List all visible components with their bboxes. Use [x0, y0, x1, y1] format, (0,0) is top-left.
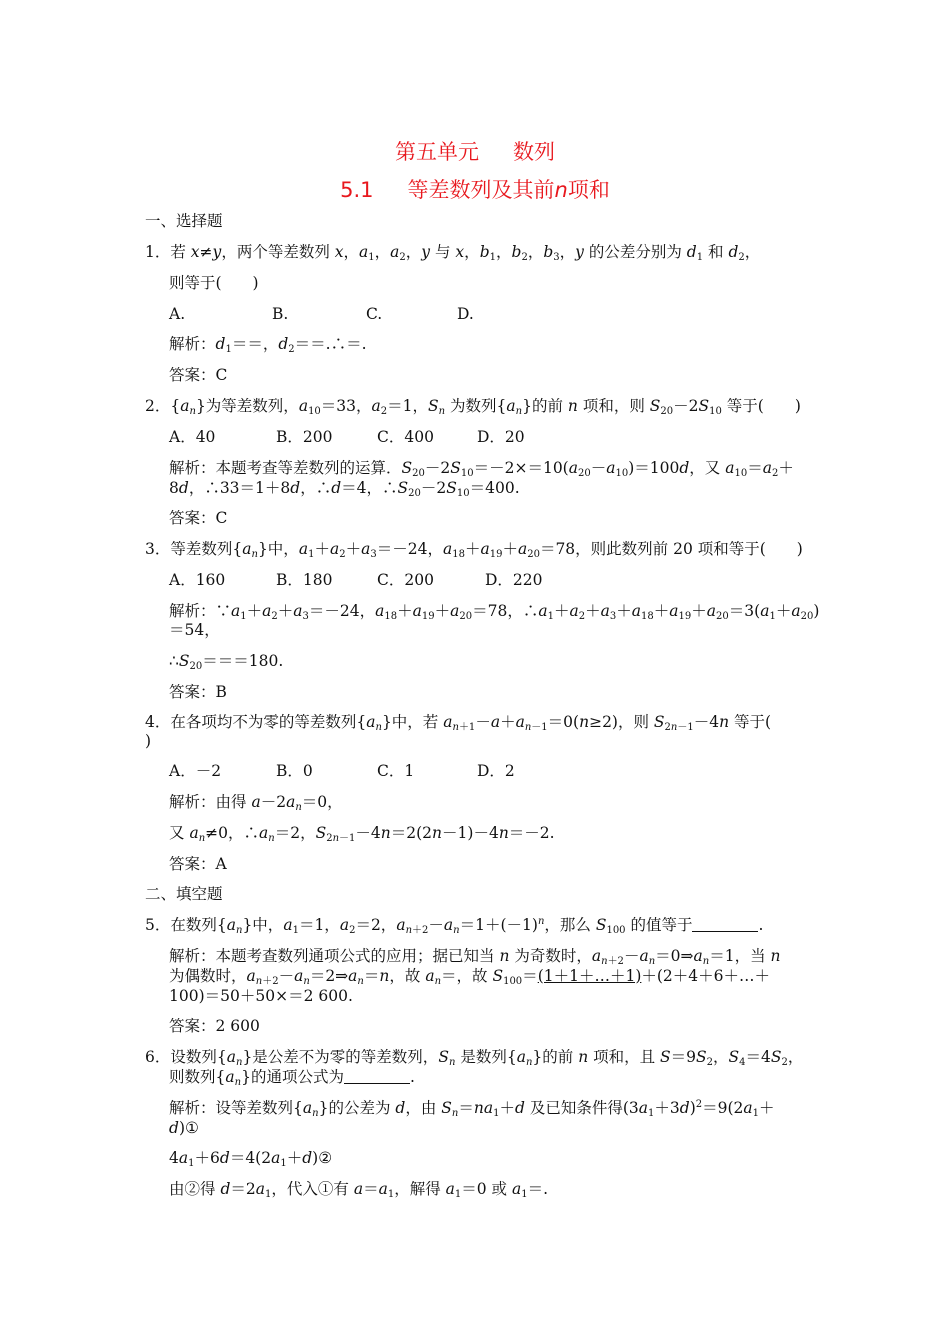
q6-solution-cont: d)① [169, 1119, 199, 1137]
q4-solution-cont: 又 $a_n\ne 0$，$\therefore a_n=2$，$S_{2n-1}-4n=2(2n-1)-4n=-2$. [169, 824, 555, 844]
q6-solution-cont3: 由②得 $d=2a_1$，代入①有 $a=a_1$，解得 $a_1=0$ 或 $a_1=$. [169, 1180, 549, 1200]
q3-options: A．160 B．180 C．200 D．220 [169, 571, 543, 589]
q2-answer: 答案：C [169, 509, 228, 527]
q1-answer: 答案：C [169, 366, 228, 384]
question-6: 6．设数列$\{a_n\}$是公差不为零的等差数列，$S_n$ 是数列$\{a_n\}$的前 n 项和，且 $S=9S_2$，$S_4=4S_2$， [145, 1048, 804, 1068]
q5-solution-cont: 为偶数时，$a_{n+2}-a_n=2\Rightarrow a_n=n$，故 $a_n=$，故 $S_{100}=(1+1+\dots+1)+(2+4+6+\dots+$ [169, 967, 771, 987]
heading-fill: 二、填空题 [145, 885, 223, 903]
q4-solution: 解析：由得 $a-2a_n=0$， [169, 793, 343, 813]
q2-solution-cont: 8d，∴33＝1＋8d，∴d＝4，$\therefore S_{20}-2S_{10}=400$. [169, 479, 520, 499]
q5-solution-cont2: 100)＝50＋50×＝2 600. [169, 987, 353, 1005]
q6-solution: 解析：设等差数列$\{a_n\}$的公差为 d，由 $S_n=na_1+d$ 及已知条件得$(3a_1+3d)^2=9(2a_1+$ [169, 1099, 775, 1119]
q2-solution: 解析：本题考查等差数列的运算．$S_{20}-2S_{10}=-2\times=10(a_{20}-a_{10})=100d$，又 $a_{10}=a_2+$ [169, 459, 794, 479]
question-4: 4．在各项均不为零的等差数列$\{a_n\}$中，若 $a_{n+1}-a+a_{n-1}=0(n\ge 2)$，则 $S_{2n-1}-4n$ 等于( [145, 713, 772, 733]
question-6-cont: 则数列$\{a_n\}$的通项公式为 . [169, 1068, 415, 1088]
question-1-cont: 则等于( ) [169, 274, 259, 292]
q3-solution-cont2: $\therefore S_{20}===180$. [169, 652, 284, 672]
q2-options: A．40 B．200 C．400 D．20 [169, 428, 525, 446]
question-1: 1．若 x≠y，两个等差数列 x，$a_1$，$a_2$，y 与 x，$b_1$，$b_2$，$b_3$，y 的公差分别为 $d_1$ 和 $d_2$， [145, 243, 761, 263]
q3-solution: 解析：$\because a_1+a_2+a_3=-24$，$a_{18}+a_{19}+a_{20}=78$，$\therefore a_1+a_2+a_3+a_{18}+a_{19}+a_{20}=3(a_1+a_{20})$ [169, 602, 820, 622]
heading-choice: 一、选择题 [145, 212, 223, 230]
q5-answer: 答案：2 600 [169, 1017, 260, 1035]
q3-solution-cont: ＝54， [169, 621, 220, 639]
q1-solution: 解析：$d_1==$，$d_2==.\therefore=$. [169, 335, 367, 355]
question-2: 2．$\{a_n\}$为等差数列，$a_{10}=33$，$a_2=1$，$S_n$ 为数列$\{a_n\}$的前 n 项和，则 $S_{20}-2S_{10}$ 等于( ) [145, 397, 801, 417]
question-3: 3．等差数列$\{a_n\}$中，$a_1+a_2+a_3=-24$，$a_{18}+a_{19}+a_{20}=78$，则此数列前 20 项和等于( ) [145, 540, 803, 560]
q3-answer: 答案：B [169, 683, 227, 701]
section-title: 5.1 等差数列及其前n项和 [340, 178, 610, 202]
unit-title: 第五单元 数列 [395, 140, 555, 164]
question-5: 5．在数列$\{a_n\}$中，$a_1=1$，$a_2=2$，$a_{n+2}-a_n=1+(-1)^n$，那么 $S_{100}$ 的值等于 . [145, 916, 764, 936]
q4-options: A．－2 B．0 C．1 D．2 [169, 762, 515, 780]
q1-options: A. B. C. D. [169, 305, 474, 323]
question-4-cont: ) [145, 732, 152, 750]
q5-solution: 解析：本题考查数列通项公式的应用；据已知当 n 为奇数时，$a_{n+2}-a_n=0\Rightarrow a_n=1$，当 n [169, 947, 781, 967]
q4-answer: 答案：A [169, 855, 227, 873]
q6-solution-cont2: $4a_1+6d=4(2a_1+d)②$ [169, 1149, 333, 1169]
